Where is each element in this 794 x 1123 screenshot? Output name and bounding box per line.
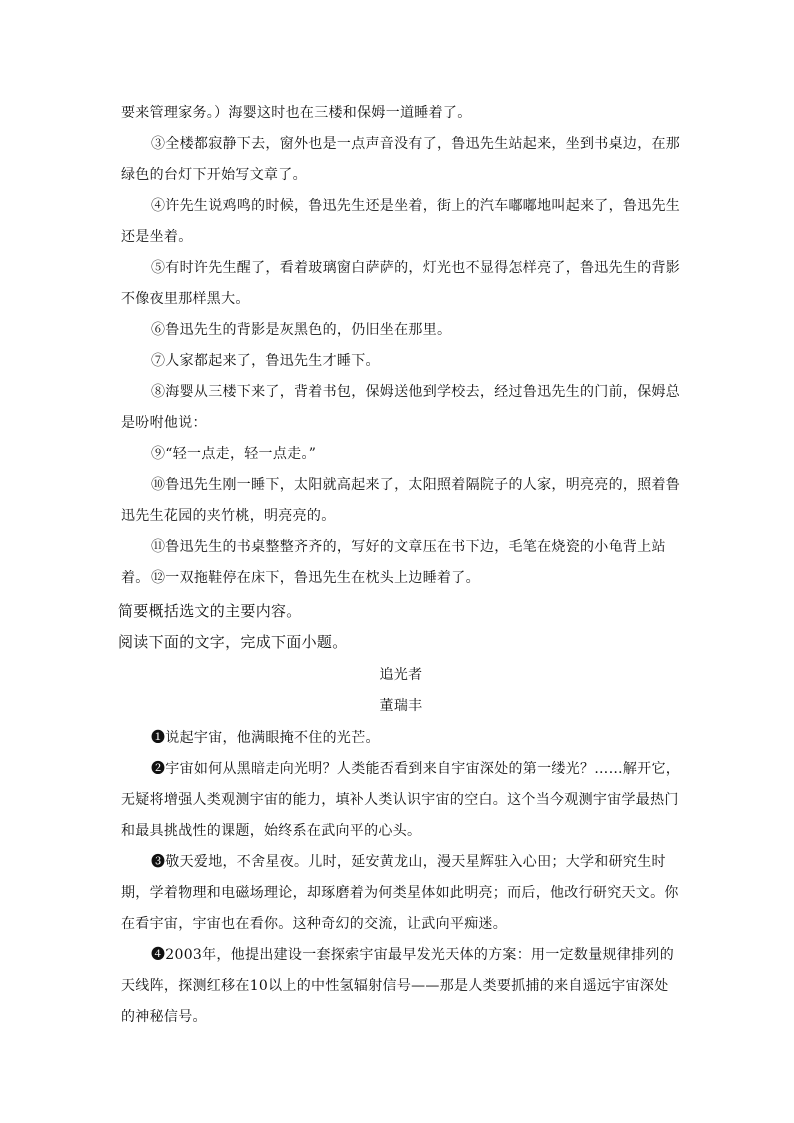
- passage2-paragraph-1: ❶说起宇宙，他满眼掩不住的光芒。: [151, 730, 380, 746]
- passage1-paragraph-11: ⑪鲁迅先生的书桌整整齐齐的，写好的文章压在书下边，毛笔在烧瓷的小龟背上站着。: [121, 539, 666, 586]
- passage1-paragraph-5: ⑤有时许先生醒了，看着玻璃窗白萨萨的，灯光也不显得怎样亮了，鲁迅先生的背影不像夜里那样黑大。: [121, 260, 681, 307]
- passage2-paragraph-2: ❷宇宙如何从黑暗走向光明？人类能否看到来自宇宙深处的第一缕光？……解开它，无疑将增强人类观测宇宙的能力，填补人类认识宇宙的空白。这个当今观测宇宙学最热门和最具挑战性的课题，始终系在武向平的心头。: [121, 761, 681, 839]
- question-prompt: 简要概括选文的主要内容。: [118, 602, 302, 620]
- passage1-paragraph-0: 要来管理家务。）海婴这时也在三楼和保姆一道睡着了。: [121, 105, 472, 121]
- passage1-paragraph-12: ⑫一双拖鞋停在床下，鲁迅先生在枕头上边睡着了。: [151, 570, 480, 586]
- passage2-paragraph-4: ❹2003年，他提出建设一套探索宇宙最早发光天体的方案：用一定数量规律排列的天线阵，探测红移在10以上的中性氢辐射信号——那是人类要抓捕的来自遥远宇宙深处的神秘信号。: [121, 947, 675, 1025]
- article-author: 董瑞丰: [379, 698, 423, 714]
- passage1-paragraph-6: ⑥鲁迅先生的背影是灰黑色的，仍旧坐在那里。: [151, 322, 452, 338]
- passage1-paragraph-7: ⑦人家都起来了，鲁迅先生才睡下。: [151, 353, 380, 369]
- passage1-paragraph-3: ③全楼都寂静下去，窗外也是一点声音没有了，鲁迅先生站起来，坐到书桌边，在那绿色的台灯下开始写文章了。: [121, 136, 681, 183]
- passage1-paragraph-8: ⑧海婴从三楼下来了，背着书包，保姆送他到学校去，经过鲁迅先生的门前，保姆总是吩咐他说：: [121, 384, 681, 431]
- passage1-paragraph-10: ⑩鲁迅先生刚一睡下，太阳就高起来了，太阳照着隔院子的人家，明亮亮的，照着鲁迅先生花园的夹竹桃，明亮亮的。: [121, 477, 681, 524]
- passage2-paragraph-3: ❸敬天爱地，不舍星夜。儿时，延安黄龙山，漫天星辉驻入心田；大学和研究生时期，学着物理和电磁场理论，却琢磨着为何类星体如此明亮；而后，他改行研究天文。你在看宇宙，宇宙也在看你。这种奇幻的交流，让武向平痴迷。: [121, 854, 679, 932]
- article-title: 追光者: [379, 667, 423, 683]
- reading-instruction: 阅读下面的文字，完成下面小题。: [118, 633, 348, 651]
- passage1-paragraph-4: ④许先生说鸡鸣的时候，鲁迅先生还是坐着，街上的汽车嘟嘟地叫起来了，鲁迅先生还是坐着。: [121, 198, 681, 245]
- passage1-paragraph-9: ⑨“轻一点走，轻一点走。”: [151, 446, 317, 462]
